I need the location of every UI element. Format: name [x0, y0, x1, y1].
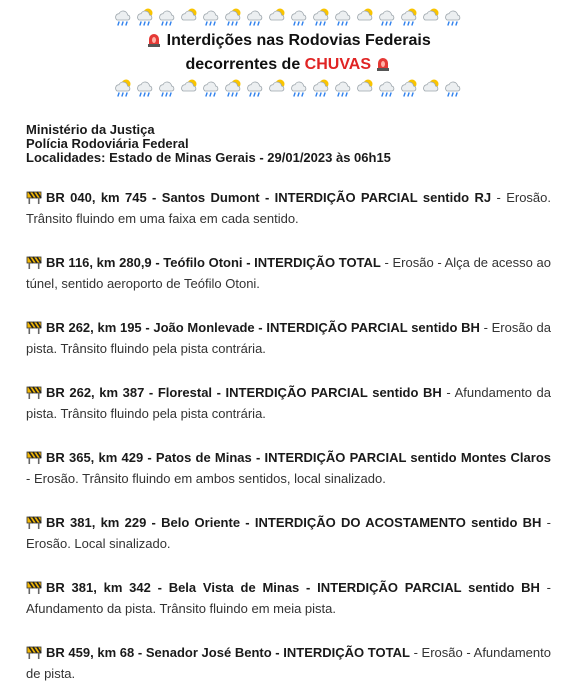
sun-cloud-icon — [267, 7, 288, 27]
construction-barrier-icon — [26, 644, 42, 660]
rain-cloud-icon — [201, 7, 222, 27]
sun-cloud-icon — [267, 78, 288, 98]
interdiction-item — [26, 317, 551, 359]
interdiction-item — [26, 512, 551, 554]
sun-rain-cloud-icon — [223, 7, 244, 27]
rain-cloud-icon — [113, 7, 134, 27]
rain-cloud-icon — [201, 78, 222, 98]
interdiction-item — [26, 447, 551, 489]
construction-barrier-icon — [26, 319, 42, 335]
interdiction-list — [26, 187, 551, 684]
rain-cloud-icon — [377, 7, 398, 27]
interdiction-details: - Erosão. Local sinalizado. — [26, 515, 551, 551]
rain-cloud-icon — [377, 78, 398, 98]
title-line-2-prefix: decorrentes de — [185, 56, 305, 73]
sun-cloud-icon — [355, 78, 376, 98]
sun-rain-cloud-icon — [311, 78, 332, 98]
rain-cloud-icon — [245, 7, 266, 27]
weather-emoji-row-top — [26, 6, 551, 28]
sun-cloud-icon — [421, 78, 442, 98]
ministry-line: Ministério da Justiça — [26, 122, 155, 137]
header — [26, 0, 551, 99]
interdiction-title: BR 040, km 745 - Santos Dumont - INTERDIÇÃO PARCIAL sentido RJ — [46, 190, 492, 205]
construction-barrier-icon — [26, 384, 42, 400]
rain-cloud-icon — [157, 7, 178, 27]
rain-cloud-icon — [135, 78, 156, 98]
sun-cloud-icon — [355, 7, 376, 27]
rain-cloud-icon — [333, 7, 354, 27]
page-title-line-2 — [26, 53, 551, 77]
rain-cloud-icon — [289, 7, 310, 27]
interdiction-item — [26, 577, 551, 619]
title-line-1-text: Interdições nas Rodovias Federais — [166, 32, 431, 49]
interdiction-title: BR 365, km 429 - Patos de Minas - INTERDIÇÃO PARCIAL sentido Montes Claros — [46, 450, 551, 465]
interdiction-details: - Erosão - Afundamento de pista. — [26, 645, 551, 681]
construction-barrier-icon — [26, 254, 42, 270]
sun-cloud-icon — [179, 7, 200, 27]
interdiction-details: - Erosão. Trânsito fluindo em ambos sentidos, local sinalizado. — [26, 471, 386, 486]
rain-cloud-icon — [443, 7, 464, 27]
interdiction-details: - Erosão da pista. Trânsito fluindo pela pista contrária. — [26, 320, 551, 356]
sun-rain-cloud-icon — [223, 78, 244, 98]
interdiction-details: - Erosão. Trânsito fluindo em uma faixa em cada sentido. — [26, 190, 551, 226]
rain-cloud-icon — [333, 78, 354, 98]
siren-icon — [375, 55, 391, 71]
rain-cloud-icon — [443, 78, 464, 98]
rain-cloud-icon — [245, 78, 266, 98]
sun-rain-cloud-icon — [399, 7, 420, 27]
interdiction-title: BR 116, km 280,9 - Teófilo Otoni - INTERDIÇÃO TOTAL — [46, 255, 381, 270]
sun-rain-cloud-icon — [135, 7, 156, 27]
rain-cloud-icon — [289, 78, 310, 98]
interdiction-title: BR 381, km 342 - Bela Vista de Minas - INTERDIÇÃO PARCIAL sentido BH — [46, 580, 540, 595]
interdiction-title: BR 262, km 387 - Florestal - INTERDIÇÃO PARCIAL sentido BH — [46, 385, 442, 400]
police-line: Polícia Rodoviária Federal — [26, 136, 189, 151]
interdiction-title: BR 262, km 195 - João Monlevade - INTERDIÇÃO PARCIAL sentido BH — [46, 320, 480, 335]
construction-barrier-icon — [26, 579, 42, 595]
interdiction-item — [26, 252, 551, 294]
weather-emoji-row-bottom — [26, 77, 551, 99]
interdiction-title: BR 459, km 68 - Senador José Bento - INTERDIÇÃO TOTAL — [46, 645, 410, 660]
construction-barrier-icon — [26, 189, 42, 205]
sun-cloud-icon — [179, 78, 200, 98]
sun-rain-cloud-icon — [399, 78, 420, 98]
interdiction-title: BR 381, km 229 - Belo Oriente - INTERDIÇÃO DO ACOSTAMENTO sentido BH — [46, 515, 542, 530]
interdiction-item — [26, 187, 551, 229]
sun-cloud-icon — [421, 7, 442, 27]
interdiction-item — [26, 642, 551, 684]
construction-barrier-icon — [26, 449, 42, 465]
page-title-line-1 — [26, 29, 551, 53]
sun-rain-cloud-icon — [113, 78, 134, 98]
title-highlight-chuvas: CHUVAS — [304, 56, 372, 73]
construction-barrier-icon — [26, 514, 42, 530]
interdiction-details: - Afundamento da pista. Trânsito fluindo pela pista contrária. — [26, 385, 551, 421]
agency-block — [26, 123, 551, 165]
interdiction-details: - Erosão - Alça de acesso ao túnel, sentido aeroporto de Teófilo Otoni. — [26, 255, 551, 291]
sun-rain-cloud-icon — [311, 7, 332, 27]
interdiction-item — [26, 382, 551, 424]
location-date-line: Localidades: Estado de Minas Gerais - 29/01/2023 às 06h15 — [26, 150, 391, 165]
siren-icon — [146, 31, 162, 47]
rain-cloud-icon — [157, 78, 178, 98]
interdiction-details: - Afundamento da pista. Trânsito fluindo em meia pista. — [26, 580, 551, 616]
